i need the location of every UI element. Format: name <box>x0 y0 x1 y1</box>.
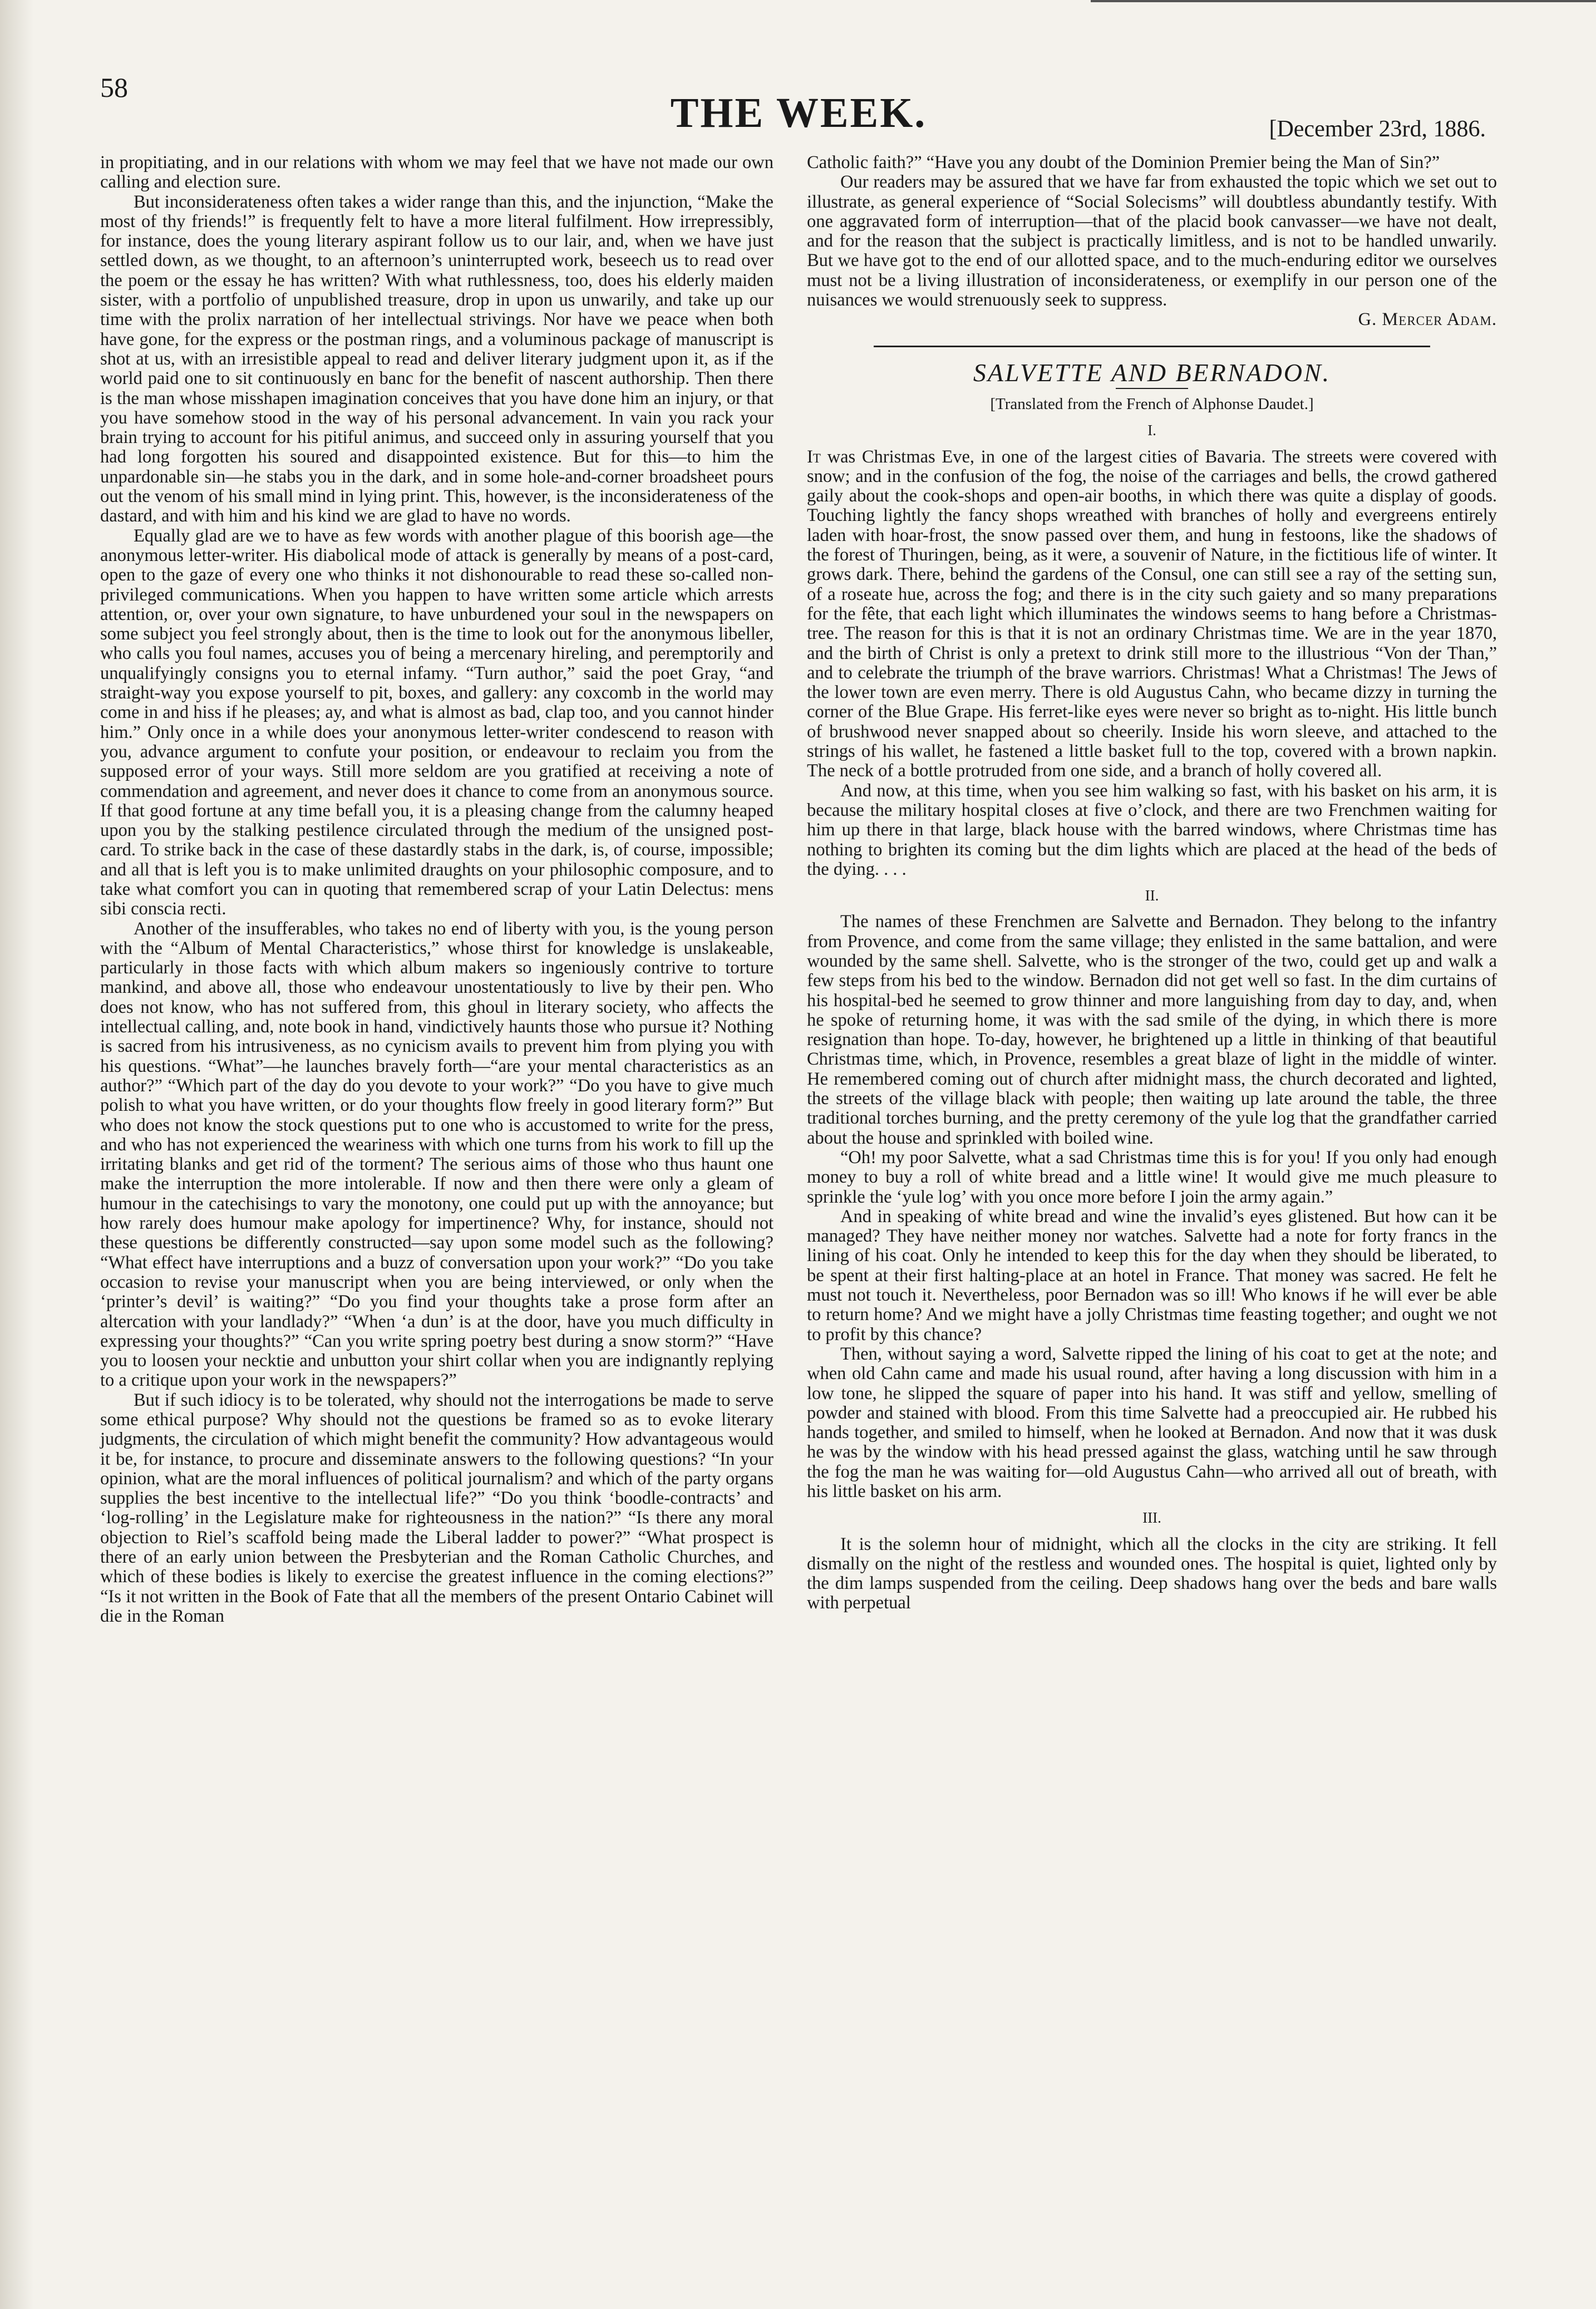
page-number: 58 <box>100 72 128 103</box>
story-paragraph: And in speaking of white bread and wine the invalid’s eyes glistened. But how can it be managed? They have neither money nor watches. Salvette had a note for forty francs in the lining of his coat. Only he intended to keep this for the day when they should be liberated, to be spent at their first halting-place at an hotel in France. That money was sacred. He felt he must not touch it. Nevertheless, poor Bernadon was so ill! Who knows if he will ever be able to return home? And we might have a jolly Christmas time feasting together; and ought we not to profit by this chance? <box>807 1206 1497 1345</box>
story-paragraph <box>807 447 1497 781</box>
page-binding-shadow <box>0 0 33 2309</box>
section-number-3: III. <box>1142 1509 1161 1527</box>
section-number-2: II. <box>1145 887 1159 904</box>
article-paragraph: Catholic faith?” “Have you any doubt of the Dominion Premier being the Man of Sin?” <box>807 152 1440 173</box>
article-paragraph: in propitiating, and in our relations with whom we may feel that we have not made our own calling and election sure. <box>100 152 774 193</box>
issue-date: [December 23rd, 1886. <box>1269 116 1486 142</box>
story-subtitle: [Translated from the French of Alphonse Daudet.] <box>990 395 1314 413</box>
story-paragraph-text: was Christmas Eve, in one of the largest cities of Bavaria. The streets were covered with snow; and in the confusion of the fog, the noise of the carriages and bells, the crowd gathered gaily about the cook-shops and open-air booths, in which there was quite a display of goods. Touching lightly the fancy shops wreathed with branches of holly and evergreens entirely laden with hoar-frost, the snow passed over them, and hung in festoons, like the shadows of the forest of Thuringen, being, as it were, a souvenir of Nature, in the fictitious life of winter. It grows dark. There, behind the gardens of the Consul, one can still see a ray of the setting sun, of a roseate hue, across the fog; and there is in the city such gaiety and so many preparations for the fête, that each light which illuminates the windows seems to hang before a Christmas-tree. The reason for this is that it is not an ordinary Christmas time. We are in the year 1870, and the birth of Christ is only a pretext to drink still more to the illustrious “Von der Than,” and to celebrate the triumph of the brave warriors. Christmas! What a Christmas! The Jews of the lower town are even merry. There is old Augustus Cahn, who became dizzy in turning the corner of the Blue Grape. His ferret-like eyes were never so bright as to-night. His little bunch of brushwood never snapped about so cheerily. Inside his worn sleeve, and attached to the strings of his wallet, he fastened a little basket full to the top, covered with a brown napkin. The neck of a bottle protruded from one side, and a branch of holly covered all. <box>807 446 1497 781</box>
story-title: SALVETTE AND BERNADON. <box>973 358 1331 387</box>
top-border-rule <box>1091 0 1596 2</box>
title-underline <box>1116 388 1188 389</box>
article-paragraph: But if such idiocy is to be tolerated, why should not the interrogations be made to serve some ethical purpose? Why should not the questions be framed so as to evoke literary judgments, the circulation of which might benefit the community? How advantageous would it be, for instance, to procure and disseminate answers to the following questions? “In your opinion, what are the moral influences of political journalism? and which of the party organs supplies the best incentive to the intellectual life?” “Do you think ‘boodle-contracts’ and ‘log-rolling’ in the Legislature make for righteousness in the nation?” “Is there any moral objection to Riel’s scaffold being made the Liberal ladder to power?” “What prospect is there of an early union between the Presbyterian and the Roman Catholic Churches, and which of these bodies is likely to exercise the greatest influence in the coming elections?” “Is it not written in the Book of Fate that all the members of the present Ontario Cabinet will die in the Roman <box>100 1390 774 1626</box>
drop-word: It <box>807 446 821 467</box>
story-paragraph: Then, without saying a word, Salvette ripped the lining of his coat to get at the note; and when old Cahn came and made his usual round, after having a long discussion with him in a low tone, he slipped the square of paper into his hand. It was stiff and yellow, smelling of powder and stained with blood. From this time Salvette had a preoccupied air. He rubbed his hands together, and smiled to himself, when he looked at Bernadon. And now that it was dusk he was by the window with his head pressed against the glass, watching until he saw through the fog the man he was waiting for—old Augustus Cahn—who arrived all out of breath, with his little basket on his arm. <box>807 1343 1497 1501</box>
left-column <box>100 153 774 1626</box>
masthead-title: THE WEEK. <box>670 90 927 136</box>
article-paragraph: Another of the insufferables, who takes no end of liberty with you, is the young person with the “Album of Mental Characteristics,” whose thirst for knowledge is unslakeable, particularly in those facts with which album makers so ingeniously contrive to torture mankind, and above all, those who endeavour unostentatiously to live by their pen. Who does not know, who has not suffered from, this ghoul in literary society, who affects the intellectual calling, and, note book in hand, vindictively haunts those who pursue it? Nothing is sacred from his intrusiveness, as no cynicism avails to prevent him from plying you with his questions. “What”—he launches bravely forth—“are your mental characteristics as an author?” “Which part of the day do you devote to your work?” “Do you have to give much polish to what you have written, or do your thoughts flow freely in good literary form?” But who does not know the stock questions put to one who is accustomed to write for the press, and who has not experienced the weariness with which one turns from his work to fill up the irritating blanks and get rid of the torment? The serious aims of those who thus haunt one make the interruption the more intolerable. If now and then there were only a gleam of humour in the catechisings to vary the monotony, one could put up with the annoyance; but how rarely does humour make apology for impertinence? Why, for instance, should not these questions be differently constructed—say upon some model such as the following? “What effect have interruptions and a buzz of conversation upon your work?” “Do you take occasion to revise your manuscript when you are being interviewed, or only when the ‘printer’s devil’ is waiting?” “Do you find your thoughts take a prose form after an altercation with your landlady?” “When ‘a dun’ is at the door, have you much difficulty in expressing your thoughts?” “Can you write spring poetry best during a snow storm?” “Have you to loosen your necktie and unbutton your shirt collar when you are indignantly replying to a critique upon your work in the newspapers?” <box>100 918 774 1391</box>
story-paragraph: The names of these Frenchmen are Salvette and Bernadon. They belong to the infantry from Provence, and come from the same village; they enlisted in the same battalion, and were wounded by the same shell. Salvette, who is the stronger of the two, could get up and walk a few steps from his bed to the window. Bernadon did not get well so fast. In the dim curtains of his hospital-bed he seemed to grow thinner and more languishing from day to day, and, when he spoke of returning home, it was with the sad smile of the dying, in which there is more resignation than hope. To-day, however, he brightened up a little in thinking of that beautiful Christmas time, which, in Provence, resembles a great blaze of light in the middle of winter. He remembered coming out of church after midnight mass, the church decorated and lighted, the streets of the village black with people; then waiting up late around the table, the three traditional torches burning, and the pretty ceremony of the yule log that the grandfather carried about the house and sprinkled with boiled wine. <box>807 912 1497 1148</box>
section-number-1: I. <box>1147 422 1156 439</box>
right-column <box>807 153 1497 1613</box>
section-divider <box>874 346 1430 347</box>
author-signature: G. Mercer Adam. <box>1358 309 1497 330</box>
story-paragraph: And now, at this time, when you see him walking so fast, with his basket on his arm, it is because the military hospital closes at five o’clock, and there are two Frenchmen waiting for him up there in that large, black house with the barred windows, where Christmas time has nothing to brighten its coming but the dim lights which are placed at the head of the beds of the dying. . . . <box>807 780 1497 879</box>
article-paragraph: Our readers may be assured that we have far from exhausted the topic which we set out to illustrate, as general experience of “Social Solecisms” will doubtless abundantly testify. With one aggravated form of interruption—that of the placid book canvasser—we have not dealt, and for the reason that the subject is practically limitless, and is not to be handled unwarily. But we have got to the end of our allotted space, and to the much-enduring editor we ourselves must not be a living illustration of inconsiderateness, or exemplify in our person one of the nuisances we would strenuously seek to suppress. <box>807 172 1497 311</box>
article-paragraph: But inconsiderateness often takes a wider range than this, and the injunction, “Make the most of thy friends!” is frequently felt to have a more literal fulfilment. How irrepressibly, for instance, does the young literary aspirant follow us to our lair, and, when we have just settled down, as we thought, to an afternoon’s uninterrupted work, beseech us to read over the poem or the essay he has written? With what ruthlessness, too, does his elderly maiden sister, with a portfolio of unpublished treasure, drop in upon us unwarily, and take up our time with the prolix narration of her intellectual strivings. Nor have we peace when both have gone, for the express or the postman rings, and a voluminous package of manuscript is shot at us, with an irresistible appeal to read and deliver literary judgment upon it, as if the world paid one to sit continuously en banc for the benefit of nascent authorship. Then there is the man whose misshapen imagination conceives that you have done him an injury, or that you have somehow stood in the way of his personal advancement. In vain you rack your brain trying to account for his pitiful animus, and succeed only in assuring yourself that you had long forgotten his soured and disappointed existence. But for this—to him the unpardonable sin—he stabs you in the dark, and in some hole-and-corner broadsheet pours out the venom of his small mind in lying print. This, however, is the inconsiderateness of the dastard, and with him and his kind we are glad to have no words. <box>100 191 774 526</box>
page-header <box>100 67 1497 150</box>
story-paragraph: “Oh! my poor Salvette, what a sad Christmas time this is for you! If you only had enough money to buy a roll of white bread and a little wine! It would give me much pleasure to sprinkle the ‘yule log’ with you once more before I join the army again.” <box>807 1147 1497 1207</box>
article-paragraph: Equally glad are we to have as few words with another plague of this boorish age—the anonymous letter-writer. His diabolical mode of attack is generally by means of a post-card, open to the gaze of every one who thinks it not dishonourable to read these so-called non-privileged communications. When you happen to have written some article which arrests attention, or, over your own signature, to have unburdened your soul in the newspapers on some subject you feel strongly about, then is the time to look out for the anonymous libeller, who calls you foul names, accuses you of being a mercenary hireling, and peremptorily and unqualifyingly consigns you to eternal infamy. “Turn author,” said the poet Gray, “and straight-way you expose yourself to pit, boxes, and gallery: any coxcomb in the world may come in and hiss if he pleases; ay, and what is almost as bad, clap too, and you cannot hinder him.” Only once in a while does your anonymous letter-writer condescend to reason with you, advance argument to confute your position, or endeavour to reclaim you from the supposed error of your ways. Still more seldom are you gratified at receiving a note of commendation and agreement, and never does it chance to come from an anonymous source. If that good fortune at any time befall you, it is a pleasing change from the calumny heaped upon you by the stalking pestilence circulated through the medium of the unsigned post-card. To strike back in the case of these dastardly stabs in the dark, is, of course, impossible; and all that is left you is to make unlimited draughts on your philosophic composure, and to take what comfort you can in quoting that remembered scrap of your Latin Delectus: mens sibi conscia recti. <box>100 525 774 919</box>
story-paragraph: It is the solemn hour of midnight, which all the clocks in the city are striking. It fell dismally on the night of the restless and wounded ones. The hospital is quiet, lighted only by the dim lamps suspended from the ceiling. Deep shadows hang over the beds and bare walls with perpetual <box>807 1534 1497 1613</box>
